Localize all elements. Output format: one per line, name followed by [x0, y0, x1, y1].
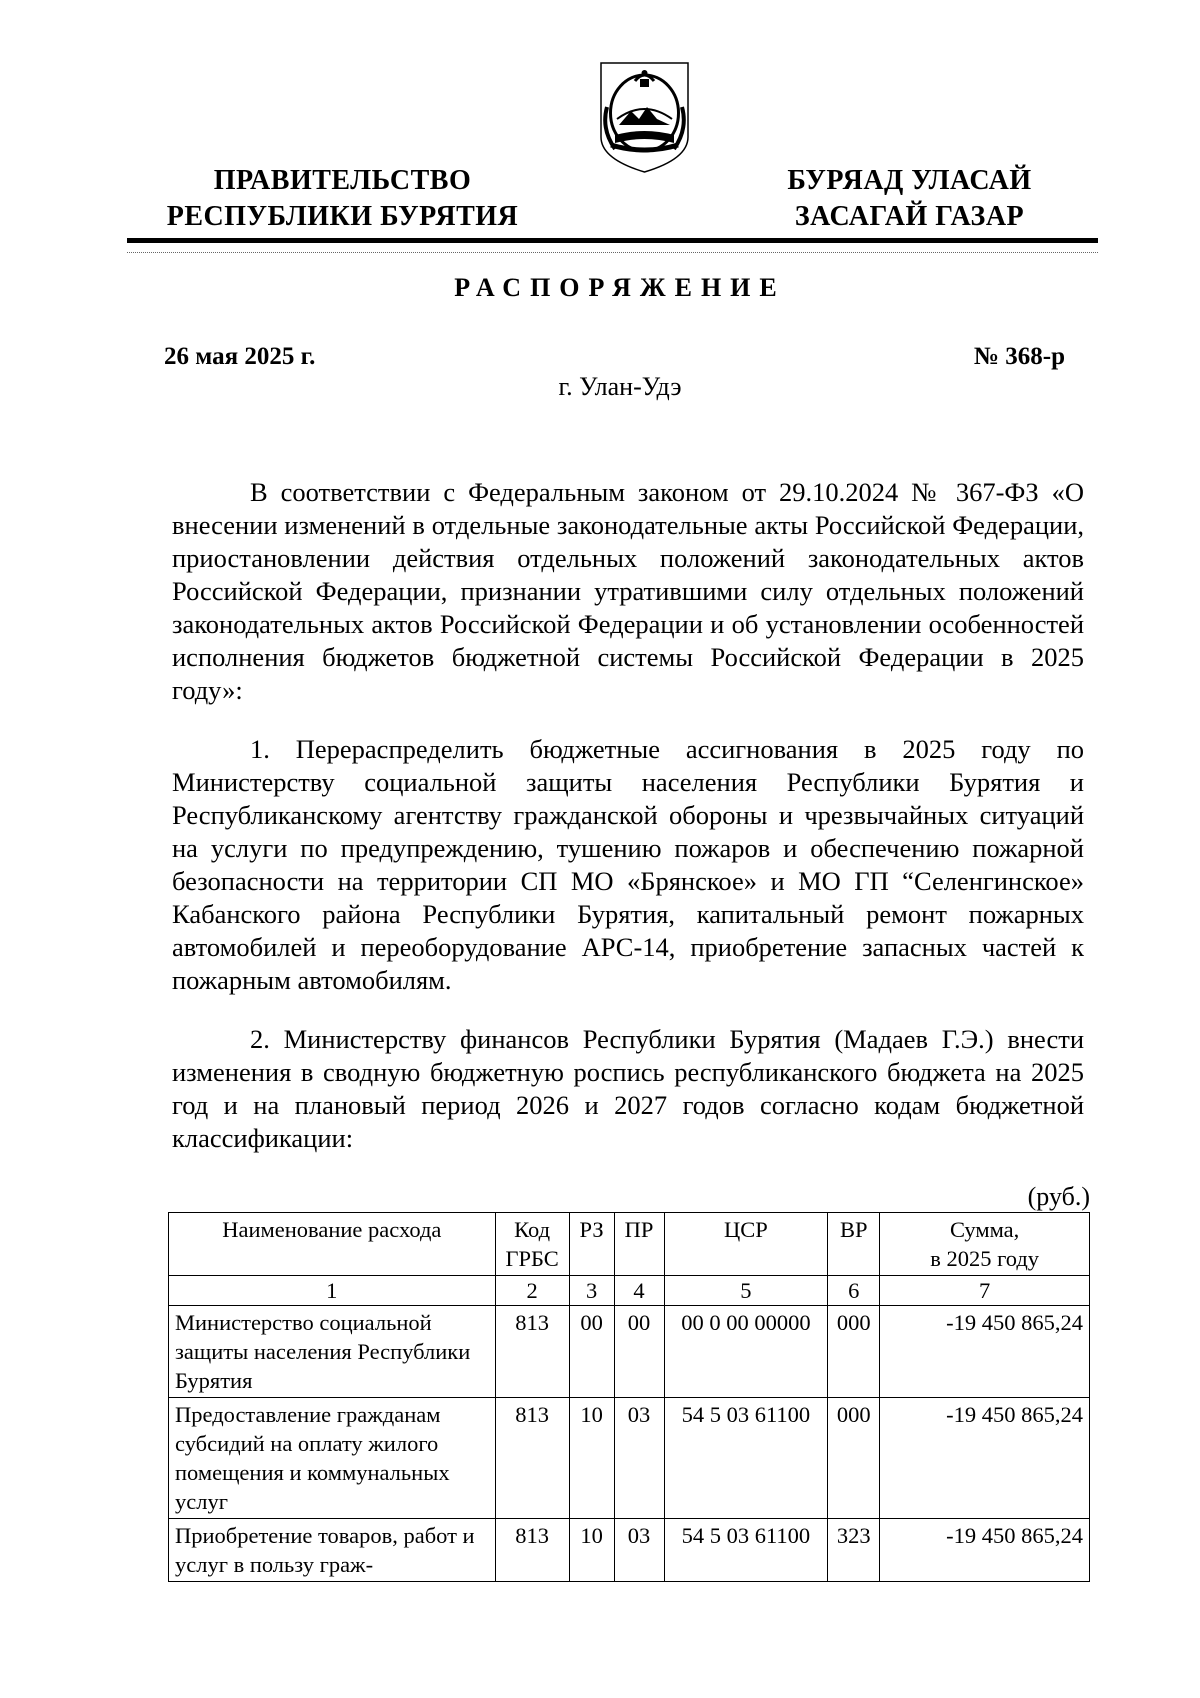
header-name: Наименование расхода: [169, 1213, 496, 1276]
org-left-line1: ПРАВИТЕЛЬСТВО: [213, 165, 472, 196]
table-unit: (руб.): [1027, 1182, 1090, 1211]
row-pr: 00: [614, 1306, 664, 1398]
row-csr: 54 5 03 61100: [664, 1519, 828, 1582]
document-city: г. Улан-Удэ: [558, 372, 682, 401]
row-name: Министерство социальной защиты населения Республики Бурятия: [169, 1306, 496, 1398]
header-rz: РЗ: [569, 1213, 614, 1276]
column-number: 4: [614, 1276, 664, 1306]
header-sum-line1: Сумма,: [949, 1217, 1020, 1242]
row-sum: -19 450 865,24: [880, 1306, 1090, 1398]
header-csr: ЦСР: [664, 1213, 828, 1276]
row-rz: 00: [569, 1306, 614, 1398]
org-right-line2: ЗАСАГАЙ ГАЗАР: [794, 201, 1025, 232]
header-divider-thin: [127, 252, 1098, 253]
table-row: [169, 1398, 1090, 1519]
column-number: 2: [495, 1276, 569, 1306]
row-rz: 10: [569, 1519, 614, 1582]
paragraph-item-1: 1. Перераспределить бюджетные ассигнования в 2025 году по Министерству социальной защиты населения Республики Бурятия и Республиканскому агентству гражданской обороны и чрезвычайных ситуаций на услуги по предупреждению, тушению пожаров и обеспечению пожарной безопасности на территории СП МО «Брянское» и МО ГП “Селенгинское» Кабанского района Республики Бурятия, капитальный ремонт пожарных автомобилей и переоборудование АРС-14, приобретение запасных частей к пожарным автомобилям.: [172, 734, 1084, 995]
row-grbs: 813: [495, 1306, 569, 1398]
header-grbs-line1: Код: [514, 1217, 551, 1242]
row-name: Предоставление гражданам субсидий на оплату жилого помещения и коммунальных услуг: [169, 1398, 496, 1519]
row-csr: 54 5 03 61100: [664, 1398, 828, 1519]
row-vr: 000: [828, 1398, 880, 1519]
document-type: РАСПОРЯЖЕНИЕ: [454, 273, 786, 302]
coat-of-arms-icon: [597, 59, 692, 175]
row-grbs: 813: [495, 1398, 569, 1519]
header-pr: ПР: [614, 1213, 664, 1276]
table-row: [169, 1306, 1090, 1398]
table-header-row: [169, 1213, 1090, 1276]
org-left-line2: РЕСПУБЛИКИ БУРЯТИЯ: [166, 201, 519, 232]
column-number: 6: [828, 1276, 880, 1306]
org-name-buryat: [742, 163, 1077, 235]
org-name-russian: [150, 163, 535, 235]
row-name: Приобретение товаров, работ и услуг в пользу граж-: [169, 1519, 496, 1582]
row-rz: 10: [569, 1398, 614, 1519]
header-divider-thick: [127, 238, 1098, 243]
header-vr: ВР: [828, 1213, 880, 1276]
column-number: 1: [169, 1276, 496, 1306]
column-number-row: [169, 1276, 1090, 1306]
paragraph-preamble: В соответствии с Федеральным законом от 29.10.2024 № 367-ФЗ «О внесении изменений в отдельные законодательные акты Российской Федерации, приостановлении действия отдельных положений законодательных актов Российской Федерации, признании утратившими силу отдельных положений законодательных актов Российской Федерации и об установлении особенностей исполнения бюджетов бюджетной системы Российской Федерации в 2025 году»:: [172, 477, 1084, 705]
header-grbs-line2: ГРБС: [505, 1246, 559, 1271]
document-number: № 368-р: [973, 343, 1065, 370]
header-sum-line2: в 2025 году: [930, 1246, 1040, 1271]
column-number: 3: [569, 1276, 614, 1306]
budget-table: [168, 1212, 1090, 1582]
column-number: 5: [664, 1276, 828, 1306]
row-pr: 03: [614, 1398, 664, 1519]
row-csr: 00 0 00 00000: [664, 1306, 828, 1398]
header-grbs: [495, 1213, 569, 1276]
paragraph-item-2: 2. Министерству финансов Республики Бурятия (Мадаев Г.Э.) внести изменения в сводную бюджетную роспись республиканского бюджета на 2025 год и на плановый период 2026 и 2027 годов согласно кодам бюджетной классификации:: [172, 1024, 1084, 1153]
column-number: 7: [880, 1276, 1090, 1306]
org-right-line1: БУРЯАД УЛАСАЙ: [787, 165, 1032, 196]
row-pr: 03: [614, 1519, 664, 1582]
row-sum: -19 450 865,24: [880, 1398, 1090, 1519]
row-sum: -19 450 865,24: [880, 1519, 1090, 1582]
row-vr: 000: [828, 1306, 880, 1398]
table-row: [169, 1519, 1090, 1582]
row-grbs: 813: [495, 1519, 569, 1582]
header-sum: [880, 1213, 1090, 1276]
document-date: 26 мая 2025 г.: [164, 343, 316, 370]
row-vr: 323: [828, 1519, 880, 1582]
